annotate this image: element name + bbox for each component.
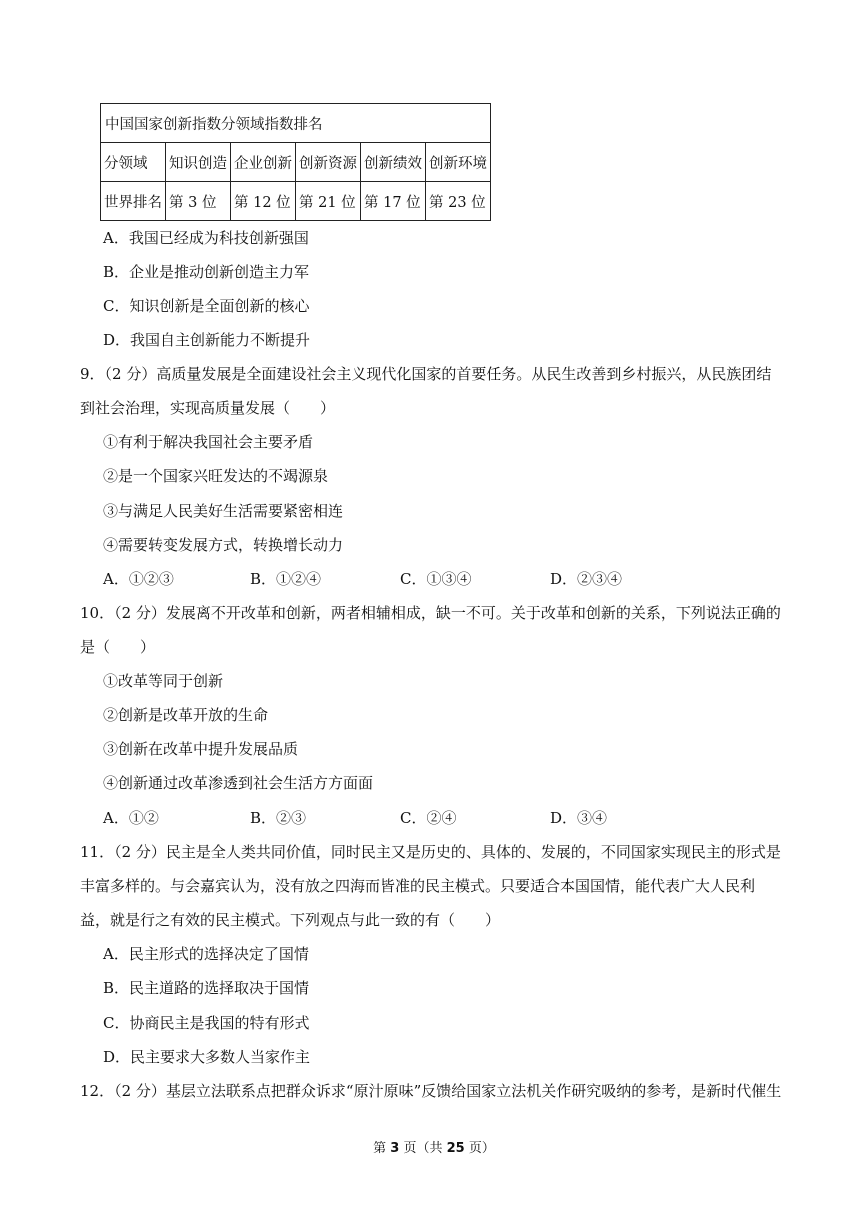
q12-stem-line1: 12．（2 分）基层立法联系点把群众诉求“原汁原味”反馈给国家立法机关作研究吸纳的参考，是新时代催生 bbox=[80, 1082, 782, 1100]
q10-stem-line1: 10．（2 分）发展离不开改革和创新，两者相辅相成，缺一不可。关于改革和创新的关系，下列说法正确的 bbox=[80, 604, 781, 622]
q9-option-c: C．①③④ bbox=[400, 570, 472, 588]
q8-option-b: B．企业是推动创新创造主力军 bbox=[103, 263, 310, 281]
q11-option-d: D．民主要求大多数人当家作主 bbox=[103, 1048, 311, 1066]
table-cell: 创新环境 bbox=[426, 143, 491, 182]
table-cell: 第 23 位 bbox=[426, 182, 491, 221]
q10-option-d: D．③④ bbox=[550, 809, 608, 827]
q11-stem-line3: 益，就是行之有效的民主模式。下列观点与此一致的有（ ） bbox=[80, 911, 501, 929]
table-row bbox=[101, 182, 491, 221]
q9-item-3: ③与满足人民美好生活需要紧密相连 bbox=[103, 502, 344, 520]
table-cell: 创新绩效 bbox=[361, 143, 426, 182]
page-footer bbox=[0, 1137, 868, 1156]
table-cell: 第 17 位 bbox=[361, 182, 426, 221]
q11-option-c: C．协商民主是我国的特有形式 bbox=[103, 1014, 310, 1032]
q10-item-2: ②创新是改革开放的生命 bbox=[103, 706, 269, 724]
q10-option-c: C．②④ bbox=[400, 809, 457, 827]
q10-stem-line2: 是（ ） bbox=[80, 638, 156, 656]
q9-stem-line2: 到社会治理，实现高质量发展（ ） bbox=[80, 399, 336, 417]
q9-item-2: ②是一个国家兴旺发达的不竭源泉 bbox=[103, 467, 329, 485]
table-cell: 分领域 bbox=[101, 143, 166, 182]
q11-stem-line2: 丰富多样的。与会嘉宾认为，没有放之四海而皆准的民主模式。只要适合本国国情，能代表广大人民利 bbox=[80, 877, 756, 895]
table-cell: 创新资源 bbox=[296, 143, 361, 182]
q9-item-4: ④需要转变发展方式，转换增长动力 bbox=[103, 536, 344, 554]
page-number: 3 bbox=[390, 1141, 400, 1156]
table-cell: 第 3 位 bbox=[166, 182, 231, 221]
q10-item-3: ③创新在改革中提升发展品质 bbox=[103, 740, 299, 758]
table-title: 中国国家创新指数分领域指数排名 bbox=[101, 104, 491, 143]
footer-prefix: 第 bbox=[373, 1141, 387, 1156]
q11-option-b: B．民主道路的选择取决于国情 bbox=[103, 979, 310, 997]
q11-stem-line1: 11．（2 分）民主是全人类共同价值，同时民主又是历史的、具体的、发展的，不同国家实现民主的形式是 bbox=[80, 843, 781, 861]
q9-option-a: A．①②③ bbox=[103, 570, 174, 588]
table-cell: 世界排名 bbox=[101, 182, 166, 221]
table-cell: 知识创造 bbox=[166, 143, 231, 182]
q9-item-1: ①有利于解决我国社会主要矛盾 bbox=[103, 433, 314, 451]
q9-option-d: D．②③④ bbox=[550, 570, 623, 588]
q8-option-d: D．我国自主创新能力不断提升 bbox=[103, 331, 311, 349]
total-pages: 25 bbox=[446, 1141, 465, 1156]
innovation-ranking-table bbox=[100, 103, 491, 221]
q11-option-a: A．民主形式的选择决定了国情 bbox=[103, 945, 309, 963]
q10-option-a: A．①② bbox=[103, 809, 159, 827]
q10-item-1: ①改革等同于创新 bbox=[103, 672, 224, 690]
table-cell: 第 21 位 bbox=[296, 182, 361, 221]
q9-option-b: B．①②④ bbox=[250, 570, 322, 588]
q9-stem-line1: 9．（2 分）高质量发展是全面建设社会主义现代化国家的首要任务。从民生改善到乡村振兴，从民族团结 bbox=[80, 365, 772, 383]
q10-option-b: B．②③ bbox=[250, 809, 307, 827]
q10-item-4: ④创新通过改革渗透到社会生活方方面面 bbox=[103, 774, 374, 792]
table-cell: 企业创新 bbox=[231, 143, 296, 182]
footer-middle: 页（共 bbox=[403, 1141, 443, 1156]
q8-option-c: C．知识创新是全面创新的核心 bbox=[103, 297, 310, 315]
table-header-row bbox=[101, 143, 491, 182]
q8-option-a: A．我国已经成为科技创新强国 bbox=[103, 229, 309, 247]
table-cell: 第 12 位 bbox=[231, 182, 296, 221]
footer-suffix: 页） bbox=[468, 1141, 495, 1156]
